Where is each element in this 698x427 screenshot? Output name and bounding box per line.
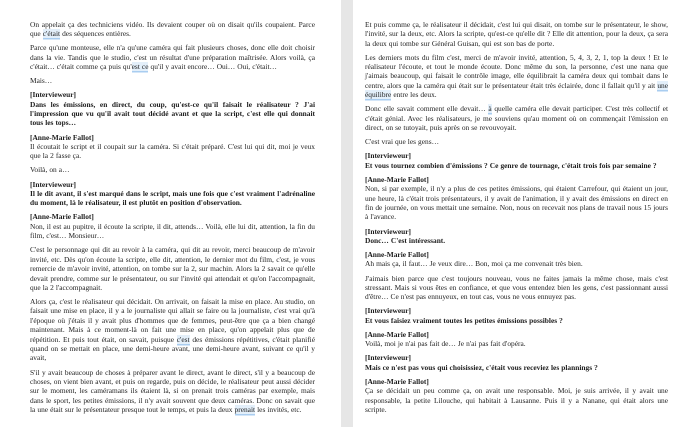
paragraph-block <box>30 297 315 363</box>
speech-block <box>365 306 668 325</box>
paragraph-text <box>30 368 315 415</box>
text-run: C'est vrai que les gens… <box>365 137 439 147</box>
text-run: Alors ça, c'est le réalisateur qui décidait. On arrivait, on faisait la mise en place. Au studio, on faisait une mise en place, il y a le journaliste qui allait se faire ou la journaliste, c'est vrai qu'à l'époque où j'étais il y avait plus d'hommes que de femmes, peut-être que ça a bien changé maintenant. Mais à ce moment-là on fait une mise en place, qu'on appelait plus que de répétition. Et puis tout était, on savait, puisque <box>30 297 315 344</box>
speech-block <box>30 90 315 128</box>
speaker-label: [Anne-Marie Fallot] <box>30 132 94 142</box>
paragraph-block <box>365 104 668 132</box>
paragraph-block <box>30 43 315 71</box>
document-page-left <box>0 0 341 427</box>
paragraph-text <box>365 386 668 414</box>
text-run: J'aimais bien parce que c'est toujours nouveau, vous ne faites jamais la même chose, mais c'est stressant. Mais si vous êtes en confiance, et que vous entendez bien les gens, c'est passionnant aussi d'être… Ce n'est pas ennuyeux, en tout cas, vous ne vous ennuyez pas. <box>365 273 668 302</box>
text-run: Et puis comme ça, le réalisateur il décidait, c'est lui qui disait, on tombe sur le présentateur, le show, l'invité, sur la deux, etc. Alors la scripte, qu'est-ce qu'elle dit ? Elle dit attention, pour la deux, ça sera la deux qui tombe sur Général Guisan, qui est son bas de porte. <box>365 19 668 48</box>
text-run: Donc… C'est intéressant. <box>365 235 446 245</box>
speaker-label: [Intervieweur] <box>365 151 411 161</box>
text-run: Ça se décidait un peu comme ça, on avait une responsable. Moi, je suis arrivée, il y avait une responsable, la petite Lilouche, qui habitait à Lausanne. Puis il y a Nanane, qui était alors une scripte. <box>365 386 668 415</box>
speaker-label: [Anne-Marie Fallot] <box>365 329 429 339</box>
speech-block <box>365 330 668 349</box>
grammar-check-mark: c'est <box>176 334 190 344</box>
text-run: entre les deux. <box>391 90 437 100</box>
speaker-label: [Intervieweur] <box>30 90 76 100</box>
text-run: On appelait ça des techniciens vidéo. Ils devaient couper où on disait qu'ils coupaient. Parce que <box>30 19 315 39</box>
text-run: des émissions répétitives, c'était planifié quand on se mettait en place, une demi-heure avant, une demi-heure avant, suivant ce qu'il y avait, <box>30 334 315 363</box>
text-run: Dans les émissions, en direct, du coup, qu'est-ce qu'il faisait le réalisateur ? J'ai l'impression que vu qu'il avait tout décidé avant et que la script, c'est elle qui donnait tous les tops… <box>30 99 315 128</box>
paragraph-block <box>30 20 315 39</box>
text-run: Mais ce n'est pas vous qui choisissiez, c'était vous receviez les plannings ? <box>365 362 598 372</box>
text-run: quelle caméra elle devait participer. C'est très collectif et c'était génial. Avec les réalisateurs, je me souviens qu'au moment où on commençait l'émission en direct, on se tutoyait, puis après on se revouvoyait. <box>365 104 668 133</box>
speech-block <box>365 175 668 222</box>
paragraph-block <box>365 20 668 48</box>
text-run: Il écoutait le script et il coupait sur la caméra. Si c'était préparé. C'est lui qui dit, moi je veux que la 2 fasse ça. <box>30 141 315 161</box>
interviewer-question-text <box>365 161 668 170</box>
speaker-label: [Intervieweur] <box>30 179 76 189</box>
speaker-label: [Intervieweur] <box>365 226 411 236</box>
speaker-label: [Intervieweur] <box>365 306 411 316</box>
paragraph-block <box>30 245 315 292</box>
text-run: les invités, etc. <box>255 405 302 415</box>
text-run: des séquences entières. <box>60 29 131 39</box>
grammar-check-mark: prenait <box>234 405 256 415</box>
text-run: Donc elle savait comment elle devait… <box>365 104 489 114</box>
speech-block <box>30 133 315 161</box>
paragraph-block <box>365 137 668 146</box>
paragraph-text <box>30 20 315 39</box>
paragraph-text <box>365 339 668 348</box>
paragraph-text <box>365 184 668 222</box>
grammar-check-mark: à <box>488 104 492 114</box>
text-run: Mais… <box>30 76 53 86</box>
paragraph-text <box>30 76 315 85</box>
paragraph-text <box>30 222 315 241</box>
interviewer-question-text <box>30 189 315 208</box>
speech-block <box>365 353 668 372</box>
grammar-check-mark: est ce <box>131 62 149 71</box>
grammar-check-mark: c'était <box>42 29 61 39</box>
speech-block <box>365 250 668 269</box>
text-run: qu'il y avait encore… Oui… Oui, c'était… <box>148 62 277 71</box>
paragraph-text <box>365 274 668 302</box>
speech-block <box>30 212 315 240</box>
speech-block <box>30 180 315 208</box>
text-run: Et vous faisiez vraiment toutes les petites émissions possibles ? <box>365 315 563 325</box>
paragraph-text <box>365 137 668 146</box>
text-run: Non, si par exemple, il n'y a plus de ces petites émissions, qui étaient Carrefour, qui étaient un jour, une heure, là c'était trois présentateurs, il y avait de l'animation, il y avait des émissions en direct en fin de journée, on vous mettait une semaine. Non, nous on recevait nos plans de travail nous 15 jours à l'avance. <box>365 184 668 222</box>
paragraph-text <box>30 297 315 363</box>
paragraph-text <box>30 165 315 174</box>
text-run: S'il y avait beaucoup de choses à préparer avant le direct, avant le direct, s'il y a beaucoup de choses, on vient bien avant, et puis on regarde, puis on décide, le réalisateur peut aussi décider sur le moment, les caméramans ils étaient là, si on prenait trois caméras par exemple, mais dans le sport, les petites émissions, il n'y avait souvent que deux caméras. Donc on savait que la une était sur le présentateur presque tout le temps, et puis la deux <box>30 367 315 415</box>
speech-block <box>365 151 668 170</box>
paragraph-block <box>30 165 315 174</box>
interviewer-question-text <box>365 236 668 245</box>
interviewer-question-text <box>365 316 668 325</box>
interviewer-question-text <box>365 363 668 372</box>
text-run: Les derniers mots du film c'est, merci de m'avoir invité, attention, 5, 4, 3, 2, 1, top la deux ! Et le réalisateur l'écoute, et tout le monde écoute. Donc même du son, la personne, c'est une nana que j'aimais beaucoup, qui faisait le contrôle image, elle équilibrait la caméra deux qui tombait dans le centre, alors que la caméra qui était sur le présentateur était très éclairée, donc il fallait qu'il y ait <box>365 52 668 90</box>
speaker-label: [Anne-Marie Fallot] <box>365 376 429 386</box>
paragraph-block <box>365 274 668 302</box>
page-gap-divider <box>341 0 353 427</box>
speaker-label: [Anne-Marie Fallot] <box>365 174 429 184</box>
text-run: Non, il est au pupitre, il écoute la scripte, il dit, attends… Voilà, elle lui dit, attention, la fin du film, c'est… Monsieur… <box>30 221 315 241</box>
interviewer-question-text <box>30 100 315 128</box>
speech-block <box>365 227 668 246</box>
paragraph-text <box>30 142 315 161</box>
text-run: C'est le personnage qui dit au revoir à la caméra, qui dit au revoir, merci beaucoup de m'avoir invité, etc. Dès qu'on écoute la scripte, elle dit, attention, le dernier mot du film, c'est, je vous remercie de m'avoir invité, attention, on tombe sur la 2, sur machin. Alors la 2 savait ce qu'elle devait prendre, comme sur le présentateur, ou sur l'invité qui attendait et qu'on l'accompagnait, que la 2 l'accompagnait. <box>30 245 315 292</box>
text-run: Voilà, moi je n'ai pas fait de… Je n'ai pas fait d'opéra. <box>365 339 526 349</box>
paragraph-text <box>30 43 315 71</box>
speaker-label: [Anne-Marie Fallot] <box>365 250 429 260</box>
text-run: Ah mais ça, il faut… Je veux dire… Bon, moi ça me convenait très bien. <box>365 259 583 269</box>
document-page-right <box>353 0 698 427</box>
paragraph-block <box>365 53 668 100</box>
paragraph-block <box>30 76 315 85</box>
text-run: Voilà, on a… <box>30 165 70 175</box>
paragraph-text <box>365 20 668 48</box>
paragraph-text <box>30 245 315 292</box>
paragraph-text <box>365 53 668 100</box>
grammar-check-mark: une équilibre <box>365 80 668 100</box>
speech-block <box>365 377 668 415</box>
speaker-label: [Intervieweur] <box>365 353 411 363</box>
paragraph-block <box>30 368 315 415</box>
text-run: Et vous tournez combien d'émissions ? Ce genre de tournage, c'était trois fois par semaine ? <box>365 160 657 170</box>
paragraph-text <box>365 259 668 268</box>
text-run: Parce qu'une monteuse, elle n'a qu'une caméra qui fait plusieurs choses, donc elle doit choisir dans la vie. Tandis que le studio, c'est un résultat d'une préparation maîtrisée. Alors voilà, ça c'était… c'était comme ça puis qu' <box>30 43 315 71</box>
speaker-label: [Anne-Marie Fallot] <box>30 212 94 222</box>
text-run: Il le dit avant, il s'est marqué dans le script, mais une fois que c'est vraiment l'adrénaline du moment, là le réalisateur, il est plutôt en position d'observation. <box>30 188 315 208</box>
paragraph-text <box>365 104 668 132</box>
